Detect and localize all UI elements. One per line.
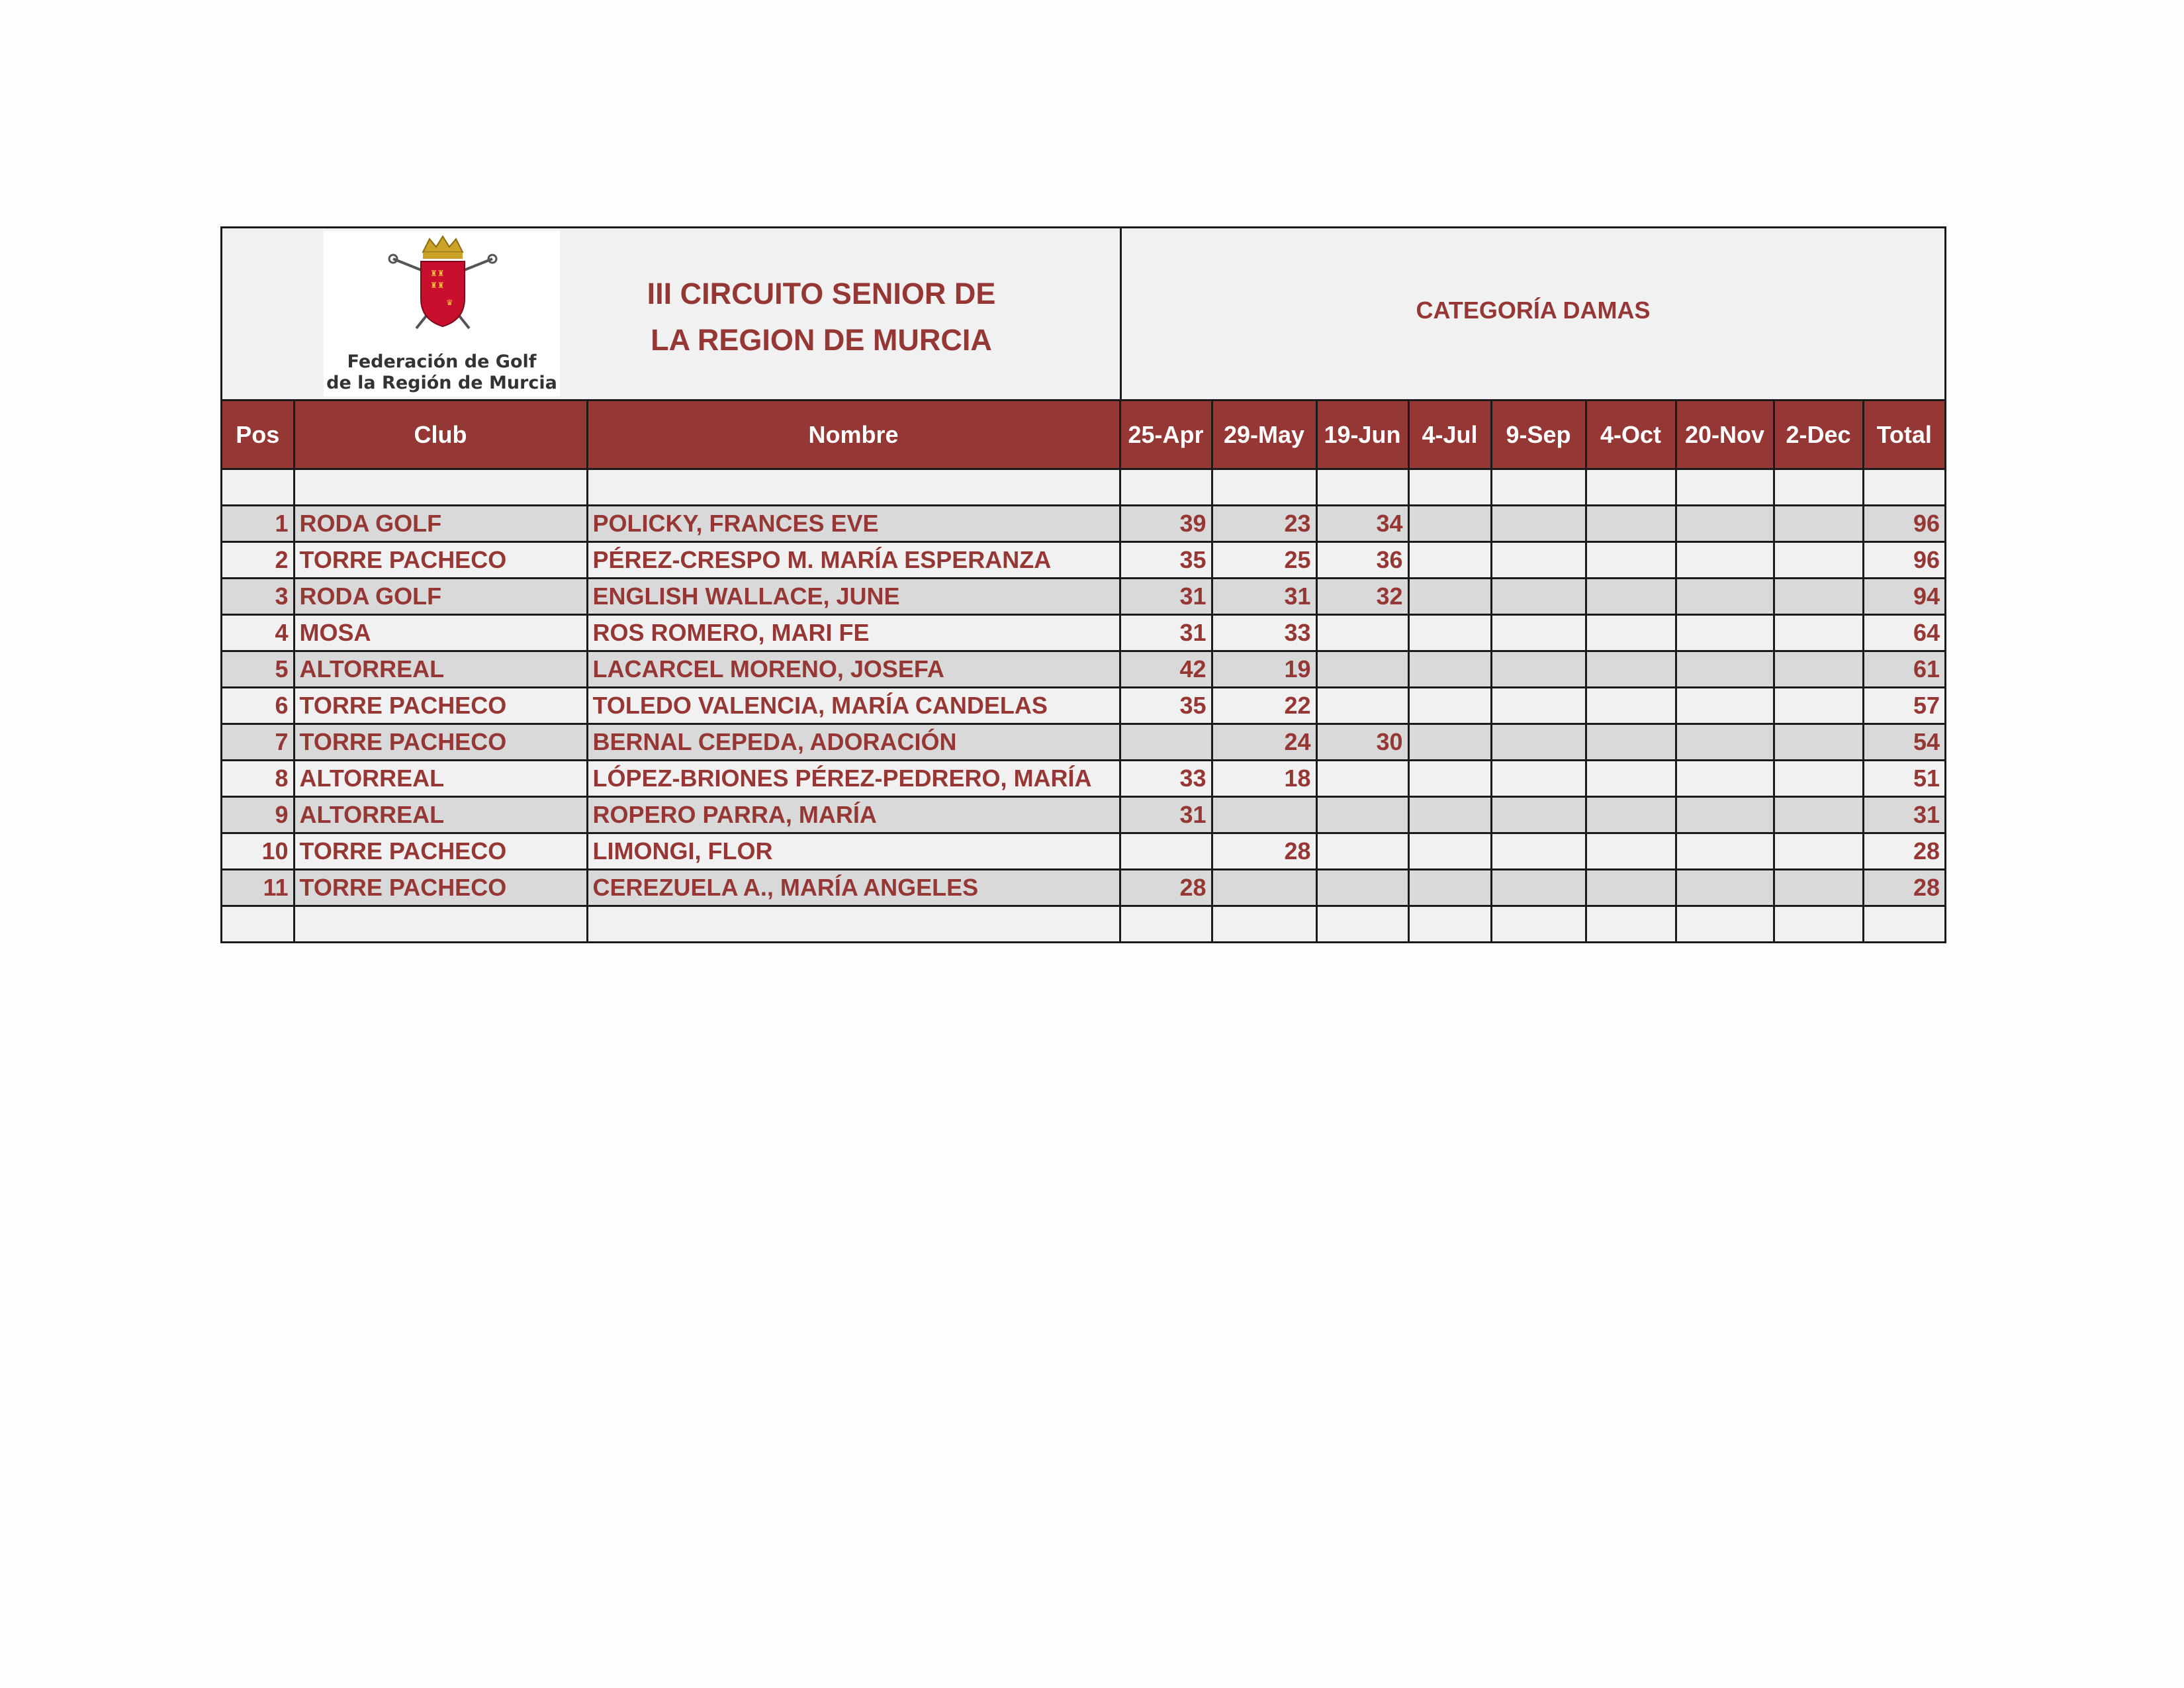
- table-row: [222, 615, 1944, 651]
- logo-text-line2: de la Región de Murcia: [326, 373, 557, 393]
- table-row: [222, 506, 1944, 542]
- cell-nombre: LACARCEL MORENO, JOSEFA: [587, 651, 1120, 688]
- cell-9-sep: [1491, 542, 1586, 579]
- empty-cell: [222, 469, 294, 506]
- column-header-4-jul: 4-Jul: [1408, 401, 1491, 469]
- empty-cell: [1120, 906, 1212, 942]
- cell-9-sep: [1491, 724, 1586, 761]
- cell-19-jun: 34: [1316, 506, 1408, 542]
- empty-cell: [1676, 906, 1774, 942]
- crest-icon: [387, 232, 499, 338]
- svg-text:♛: ♛: [446, 298, 453, 307]
- table-row: [222, 688, 1944, 724]
- cell-4-oct: [1586, 833, 1676, 870]
- cell-pos: 4: [222, 615, 294, 651]
- empty-cell: [587, 906, 1120, 942]
- column-header-19-jun: 19-Jun: [1316, 401, 1408, 469]
- empty-cell: [1863, 906, 1944, 942]
- cell-pos: 3: [222, 579, 294, 615]
- cell-25-apr: [1120, 724, 1212, 761]
- table-row: [222, 870, 1944, 906]
- cell-2-dec: [1774, 870, 1863, 906]
- cell-nombre: ROS ROMERO, MARI FE: [587, 615, 1120, 651]
- cell-29-may: 18: [1212, 761, 1316, 797]
- cell-19-jun: 30: [1316, 724, 1408, 761]
- cell-total: 31: [1863, 797, 1944, 833]
- empty-cell: [222, 906, 294, 942]
- federation-logo: [324, 231, 560, 397]
- cell-19-jun: [1316, 833, 1408, 870]
- cell-total: 94: [1863, 579, 1944, 615]
- spacer-row-bottom: [222, 906, 1944, 942]
- title-line2: LA REGION DE MURCIA: [651, 323, 992, 357]
- cell-2-dec: [1774, 615, 1863, 651]
- cell-4-oct: [1586, 579, 1676, 615]
- cell-club: TORRE PACHECO: [294, 542, 587, 579]
- cell-4-jul: [1408, 615, 1491, 651]
- cell-9-sep: [1491, 761, 1586, 797]
- cell-4-jul: [1408, 579, 1491, 615]
- cell-9-sep: [1491, 688, 1586, 724]
- cell-pos: 11: [222, 870, 294, 906]
- cell-total: 28: [1863, 870, 1944, 906]
- empty-cell: [1408, 469, 1491, 506]
- cell-total: 28: [1863, 833, 1944, 870]
- sheet-banner: [222, 228, 1944, 401]
- cell-9-sep: [1491, 615, 1586, 651]
- empty-cell: [1316, 469, 1408, 506]
- cell-nombre: LIMONGI, FLOR: [587, 833, 1120, 870]
- cell-club: TORRE PACHECO: [294, 870, 587, 906]
- column-header-25-apr: 25-Apr: [1120, 401, 1212, 469]
- cell-club: RODA GOLF: [294, 506, 587, 542]
- cell-2-dec: [1774, 797, 1863, 833]
- cell-nombre: BERNAL CEPEDA, ADORACIÓN: [587, 724, 1120, 761]
- cell-9-sep: [1491, 833, 1586, 870]
- cell-29-may: 25: [1212, 542, 1316, 579]
- cell-29-may: 28: [1212, 833, 1316, 870]
- cell-pos: 5: [222, 651, 294, 688]
- cell-4-jul: [1408, 542, 1491, 579]
- cell-4-oct: [1586, 615, 1676, 651]
- cell-9-sep: [1491, 870, 1586, 906]
- cell-4-jul: [1408, 833, 1491, 870]
- cell-9-sep: [1491, 506, 1586, 542]
- banner-right: [1122, 228, 1944, 399]
- cell-2-dec: [1774, 688, 1863, 724]
- cell-4-oct: [1586, 797, 1676, 833]
- cell-29-may: 19: [1212, 651, 1316, 688]
- cell-4-oct: [1586, 870, 1676, 906]
- cell-nombre: ENGLISH WALLACE, JUNE: [587, 579, 1120, 615]
- cell-25-apr: 28: [1120, 870, 1212, 906]
- empty-cell: [1316, 906, 1408, 942]
- cell-club: RODA GOLF: [294, 579, 587, 615]
- cell-19-jun: [1316, 797, 1408, 833]
- cell-25-apr: 42: [1120, 651, 1212, 688]
- cell-nombre: CEREZUELA A., MARÍA ANGELES: [587, 870, 1120, 906]
- svg-text:♜♜: ♜♜: [430, 269, 445, 278]
- column-header-club: Club: [294, 401, 587, 469]
- cell-4-jul: [1408, 797, 1491, 833]
- column-header-29-may: 29-May: [1212, 401, 1316, 469]
- cell-2-dec: [1774, 542, 1863, 579]
- logo-text-line1: Federación de Golf: [347, 352, 537, 372]
- cell-29-may: 22: [1212, 688, 1316, 724]
- cell-29-may: [1212, 870, 1316, 906]
- title-line1: III CIRCUITO SENIOR DE: [647, 277, 996, 310]
- cell-club: TORRE PACHECO: [294, 688, 587, 724]
- cell-25-apr: [1120, 833, 1212, 870]
- cell-4-jul: [1408, 506, 1491, 542]
- column-header-2-dec: 2-Dec: [1774, 401, 1863, 469]
- empty-cell: [1491, 906, 1586, 942]
- empty-cell: [1120, 469, 1212, 506]
- cell-2-dec: [1774, 506, 1863, 542]
- cell-9-sep: [1491, 651, 1586, 688]
- cell-2-dec: [1774, 761, 1863, 797]
- cell-total: 54: [1863, 724, 1944, 761]
- cell-29-may: 24: [1212, 724, 1316, 761]
- column-header-nombre: Nombre: [587, 401, 1120, 469]
- cell-4-jul: [1408, 688, 1491, 724]
- cell-20-nov: [1676, 579, 1774, 615]
- cell-25-apr: 39: [1120, 506, 1212, 542]
- column-header-total: Total: [1863, 401, 1944, 469]
- cell-total: 64: [1863, 615, 1944, 651]
- cell-20-nov: [1676, 542, 1774, 579]
- empty-cell: [587, 469, 1120, 506]
- column-header-20-nov: 20-Nov: [1676, 401, 1774, 469]
- cell-club: ALTORREAL: [294, 797, 587, 833]
- cell-pos: 9: [222, 797, 294, 833]
- cell-4-oct: [1586, 506, 1676, 542]
- cell-29-may: [1212, 797, 1316, 833]
- table-row: [222, 797, 1944, 833]
- cell-club: ALTORREAL: [294, 651, 587, 688]
- cell-19-jun: 32: [1316, 579, 1408, 615]
- cell-club: TORRE PACHECO: [294, 833, 587, 870]
- table-row: [222, 724, 1944, 761]
- cell-20-nov: [1676, 797, 1774, 833]
- cell-20-nov: [1676, 688, 1774, 724]
- cell-4-oct: [1586, 542, 1676, 579]
- empty-cell: [1586, 469, 1676, 506]
- cell-2-dec: [1774, 724, 1863, 761]
- empty-cell: [1774, 469, 1863, 506]
- cell-25-apr: 35: [1120, 542, 1212, 579]
- cell-nombre: POLICKY, FRANCES EVE: [587, 506, 1120, 542]
- results-table: [222, 401, 1944, 941]
- empty-cell: [294, 469, 587, 506]
- table-body: [222, 469, 1944, 942]
- cell-nombre: PÉREZ-CRESPO M. MARÍA ESPERANZA: [587, 542, 1120, 579]
- cell-20-nov: [1676, 724, 1774, 761]
- spacer-row-top: [222, 469, 1944, 506]
- cell-9-sep: [1491, 579, 1586, 615]
- cell-29-may: 33: [1212, 615, 1316, 651]
- cell-2-dec: [1774, 651, 1863, 688]
- cell-4-jul: [1408, 651, 1491, 688]
- column-header-pos: Pos: [222, 401, 294, 469]
- cell-19-jun: [1316, 688, 1408, 724]
- cell-20-nov: [1676, 506, 1774, 542]
- cell-9-sep: [1491, 797, 1586, 833]
- table-row: [222, 542, 1944, 579]
- cell-25-apr: 31: [1120, 797, 1212, 833]
- cell-19-jun: [1316, 870, 1408, 906]
- cell-20-nov: [1676, 761, 1774, 797]
- cell-4-oct: [1586, 761, 1676, 797]
- table-row: [222, 833, 1944, 870]
- column-header-9-sep: 9-Sep: [1491, 401, 1586, 469]
- cell-pos: 6: [222, 688, 294, 724]
- cell-4-jul: [1408, 724, 1491, 761]
- cell-club: ALTORREAL: [294, 761, 587, 797]
- cell-25-apr: 35: [1120, 688, 1212, 724]
- table-row: [222, 579, 1944, 615]
- table-header-row: [222, 401, 1944, 469]
- cell-29-may: 31: [1212, 579, 1316, 615]
- cell-4-jul: [1408, 870, 1491, 906]
- cell-pos: 2: [222, 542, 294, 579]
- cell-25-apr: 31: [1120, 615, 1212, 651]
- empty-cell: [1676, 469, 1774, 506]
- cell-19-jun: [1316, 761, 1408, 797]
- cell-20-nov: [1676, 870, 1774, 906]
- cell-19-jun: 36: [1316, 542, 1408, 579]
- empty-cell: [1774, 906, 1863, 942]
- empty-cell: [1212, 469, 1316, 506]
- table-row: [222, 651, 1944, 688]
- cell-nombre: LÓPEZ-BRIONES PÉREZ-PEDRERO, MARÍA: [587, 761, 1120, 797]
- cell-4-jul: [1408, 761, 1491, 797]
- cell-25-apr: 33: [1120, 761, 1212, 797]
- empty-cell: [1408, 906, 1491, 942]
- cell-club: TORRE PACHECO: [294, 724, 587, 761]
- cell-pos: 1: [222, 506, 294, 542]
- cell-nombre: ROPERO PARRA, MARÍA: [587, 797, 1120, 833]
- cell-total: 96: [1863, 542, 1944, 579]
- cell-19-jun: [1316, 615, 1408, 651]
- results-sheet: [220, 226, 1946, 943]
- cell-25-apr: 31: [1120, 579, 1212, 615]
- cell-4-oct: [1586, 651, 1676, 688]
- category-label: CATEGORÍA DAMAS: [1416, 297, 1651, 324]
- cell-20-nov: [1676, 615, 1774, 651]
- cell-pos: 7: [222, 724, 294, 761]
- cell-club: MOSA: [294, 615, 587, 651]
- empty-cell: [1863, 469, 1944, 506]
- cell-4-oct: [1586, 688, 1676, 724]
- cell-pos: 8: [222, 761, 294, 797]
- page-title: [580, 271, 1063, 363]
- cell-pos: 10: [222, 833, 294, 870]
- cell-total: 61: [1863, 651, 1944, 688]
- cell-total: 51: [1863, 761, 1944, 797]
- cell-2-dec: [1774, 579, 1863, 615]
- svg-text:♜♜: ♜♜: [430, 281, 445, 290]
- cell-29-may: 23: [1212, 506, 1316, 542]
- empty-cell: [1212, 906, 1316, 942]
- banner-left: [222, 228, 1122, 399]
- empty-cell: [294, 906, 587, 942]
- cell-4-oct: [1586, 724, 1676, 761]
- column-header-4-oct: 4-Oct: [1586, 401, 1676, 469]
- cell-total: 96: [1863, 506, 1944, 542]
- empty-cell: [1586, 906, 1676, 942]
- table-row: [222, 761, 1944, 797]
- cell-2-dec: [1774, 833, 1863, 870]
- empty-cell: [1491, 469, 1586, 506]
- cell-nombre: TOLEDO VALENCIA, MARÍA CANDELAS: [587, 688, 1120, 724]
- cell-total: 57: [1863, 688, 1944, 724]
- cell-19-jun: [1316, 651, 1408, 688]
- cell-20-nov: [1676, 651, 1774, 688]
- cell-20-nov: [1676, 833, 1774, 870]
